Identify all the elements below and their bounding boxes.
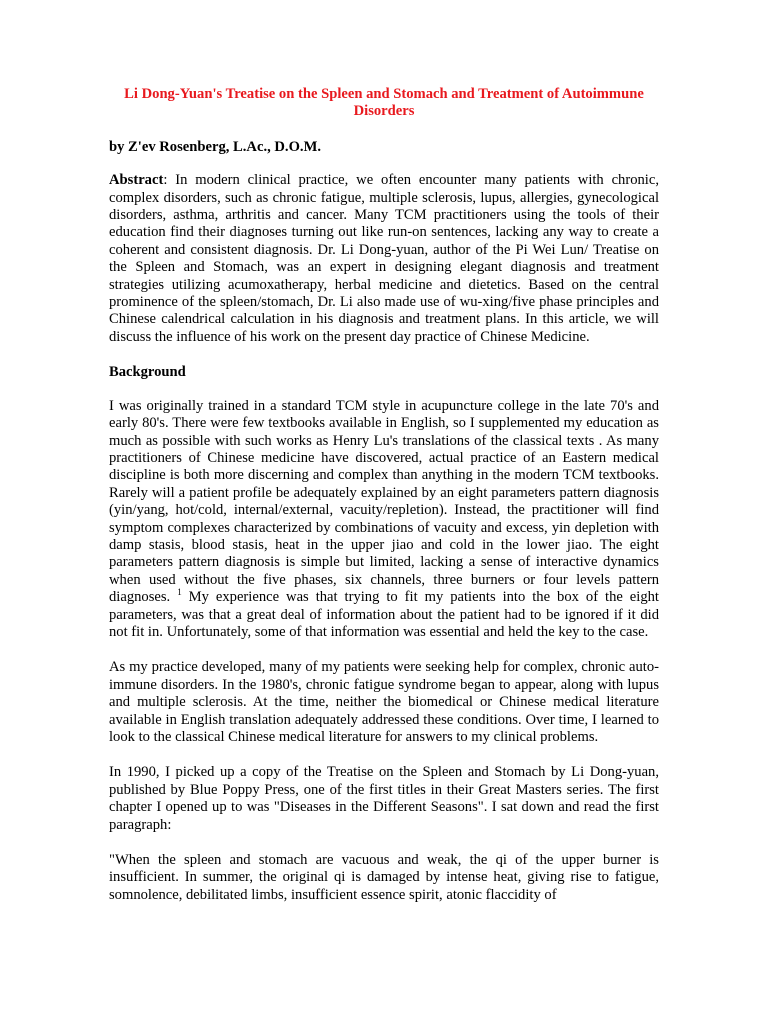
- abstract-paragraph: [109, 172, 659, 346]
- background-paragraph-1-continuation: My experience was that trying to fit my patients into the box of the eight parameters, was that a great deal of information about the patient had to be ignored if it did not fit in. Unfortunately, some of that information was essential and held the key to the case.: [109, 589, 659, 640]
- background-paragraph-4: "When the spleen and stomach are vacuous and weak, the qi of the upper burner is insufficient. In summer, the original qi is damaged by intense heat, giving rise to fatigue, somnolence, debilitated limbs, insufficient essence spirit, atonic flaccidity of: [109, 852, 659, 903]
- background-paragraph-3: In 1990, I picked up a copy of the Treatise on the Spleen and Stomach by Li Dong-yuan, published by Blue Poppy Press, one of the first titles in their Great Masters series. The first chapter I opened up to was "Diseases in the Different Seasons". I sat down and read the first paragraph:: [109, 764, 659, 833]
- background-paragraph-1-text: I was originally trained in a standard TCM style in acupuncture college in the late 70's and early 80's. There were few textbooks available in English, so I supplemented my education as much as possible with such works as Henry Lu's translations of the classical texts . As many practitioners of Chinese medicine have discovered, actual practice of an Eastern medical discipline is both more discerning and complex than anything in the modern TCM textbooks. Rarely will a patient profile be adequately explained by an eight parameters pattern diagnosis (yin/yang, hot/cold, internal/external, vacuity/repletion). Instead, the practitioner will find symptom complexes characterized by combinations of vacuity and excess, yin depletion with damp stasis, blood stasis, heat in the upper jiao and cold in the lower jiao. The eight parameters pattern diagnosis is simple but limited, lacking a sense of interactive dynamics when used without the five phases, six channels, three burners or four levels pattern diagnoses.: [109, 397, 659, 606]
- author-byline: by Z'ev Rosenberg, L.Ac., D.O.M.: [109, 138, 322, 155]
- background-paragraph-2: As my practice developed, many of my patients were seeking help for complex, chronic auto-immune disorders. In the 1980's, chronic fatigue syndrome began to appear, along with lupus and multiple sclerosis. At the time, neither the biomedical or Chinese medical literature available in English translation adequately addressed these conditions. Over time, I learned to look to the classical Chinese medical literature for answers to my clinical problems.: [109, 659, 659, 745]
- footnote-marker: 1: [177, 587, 182, 598]
- background-paragraph-1: [109, 398, 659, 642]
- document-page: [109, 82, 659, 904]
- abstract-label: Abstract: [109, 172, 164, 189]
- background-heading: Background: [109, 364, 186, 381]
- abstract-text: : In modern clinical practice, we often encounter many patients with chronic, complex disorders, such as chronic fatigue, multiple sclerosis, lupus, allergies, gynecological disorders, asthma, arthritis and cancer. Many TCM practitioners using the tools of their education find their diagnoses turning out like run-on sentences, lacking any way to create a coherent and consistent diagnosis. Dr. Li Dong-yuan, author of the Pi Wei Lun/ Treatise on the Spleen and Stomach, was an expert in designing elegant diagnosis and treatment strategies utilizing acumoxatherapy, herbal medicine and dietetics. Based on the central prominence of the spleen/stomach, Dr. Li also made use of wu-xing/five phase principles and Chinese calendrical calculation in his diagnosis and treatment plans. In this article, we will discuss the influence of his work on the present day practice of Chinese Medicine.: [109, 172, 659, 345]
- document-title: Li Dong-Yuan's Treatise on the Spleen and Stomach and Treatment of Autoimmune Disorders: [124, 86, 644, 120]
